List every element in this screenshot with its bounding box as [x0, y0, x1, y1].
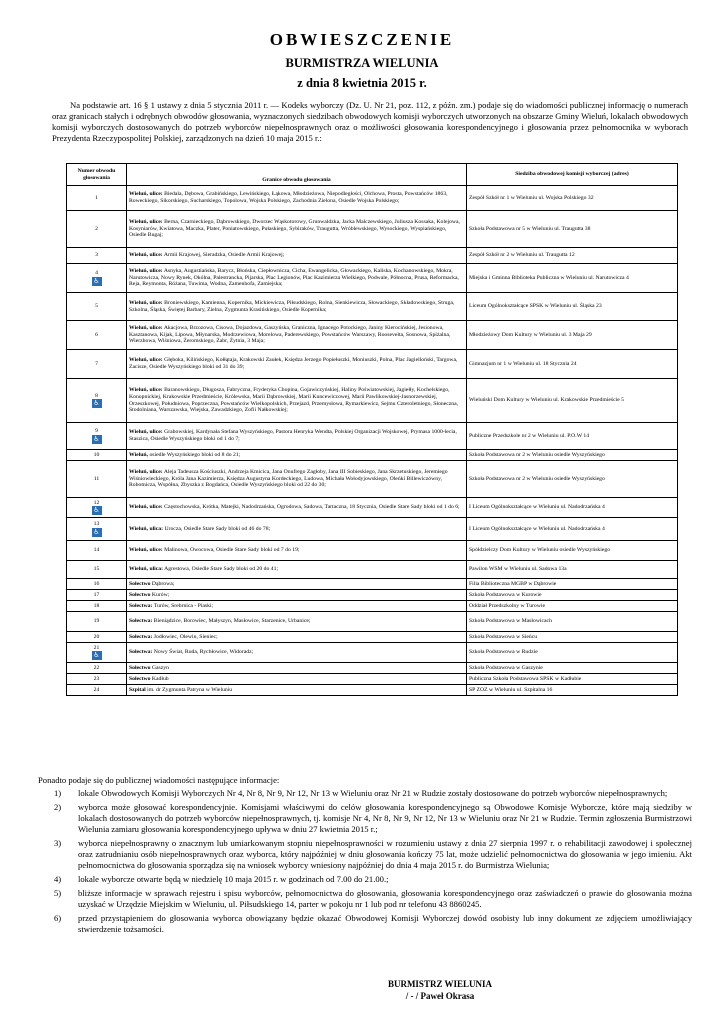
commission-seat	[467, 518, 678, 541]
district-bounds	[127, 450, 467, 461]
bounds-text: Akacjowa, Brzozowa, Cisowa, Dojazdowa, Gaszyńska, Graniczna, Ignacego Potockiego, Janiny Kierocińskiej, Jesionowa, Kasztanowa, Kijak, Lipowa, Młynarska, Modrzewiowa, Morelowa, Paderewskiego, Powstańców Warszawy, Roosevelta, Sosnowa, Spiżalna, Wierzbowa, Wiśniowa, Żeromskiego, Żabr, Żytnia, 3 Maja;	[129, 324, 451, 345]
district-bounds	[127, 663, 467, 674]
table-row	[67, 590, 678, 601]
district-bounds	[127, 561, 467, 579]
bounds-label: Wieluń, ulice:	[129, 299, 163, 306]
bounds-text: Bieniądzice, Borowiec, Małyszyn, Masłowice, Starzenice, Urbanice;	[153, 618, 311, 625]
bounds-text: Baranowskiego, Długosza, Fabryczna, Fryderyka Chopina, Gojawiczyńskiej, Haliny Poświatowskiej, Jagiełły, Kochelskiego, Konopnickiej, Krakowskie Przedmieście, Królewska, Marii Dąbrowskiej, Marii Kuncewiczowej, Marii Pawlikowskiej-Jasnorzewskiej, Orzeszkowej, Południowa, Poprzeczna, Powstańców Wielkopolskich, Przejazd, Przemysłowa, Rymarkiewicz, Sejmu Czteroletniego, Słoneczna, Stodolniana, Warszawska, Wiejska, Zawadzkiego, Zofii Nałkowskiej;	[129, 386, 459, 414]
bounds-label: Sołectwo	[129, 591, 151, 598]
district-number-text: 6	[95, 331, 98, 338]
info-item-text: bliższe informacje w sprawach rejestru i spisu wyborców, pełnomocnictwa do głosowania, głosowania korespondencyjnego oraz zaświadczeń o prawie do głosowania można uzyskać w Urzędzie Miejskim w Wieluniu, ul. Piłsudskiego 14, parter w pokoju nr 1 lub pod nr telefonu 43 8860245.	[78, 888, 692, 909]
table-row	[67, 321, 678, 350]
additional-info	[38, 775, 692, 938]
district-number-text: 23	[93, 675, 100, 682]
table-row	[67, 248, 678, 264]
district-bounds	[127, 579, 467, 590]
district-bounds	[127, 264, 467, 293]
district-number	[67, 590, 127, 601]
table-row	[67, 579, 678, 590]
table-row	[67, 601, 678, 612]
bounds-text: Biedala, Dębowa, Grabińskiego, Lewińskiego, Łąkowa, Młodzieżowa, Niepodległości, Olchowa, Prosta, Powstańców 1863, Roweckiego, Sikorskiego, Sucharskiego, Topolowa, Wojska Polskiego, Zachodnia Zielona, Osiedle Wojska Polskiego;	[129, 191, 448, 204]
seat-text: Szkoła Podstawowa nr 2 w Wieluniu osiedle Wyszyńskiego	[469, 475, 605, 482]
signature-title: BURMISTRZ WIELUNIA	[387, 979, 493, 989]
bounds-text: Urocza, Osiedle Stare Sady bloki od 46 do 78;	[164, 525, 271, 532]
commission-seat	[467, 541, 678, 561]
district-number-text: 16	[93, 580, 100, 587]
bounds-text: Asnyka, Augustiańska, Barycz, Błońska, Ciepłownicza, Cicha, Ewangelicka, Głowackiego, Kaliska, Kochanowskiego, Mokra, Narutowicza, Nowy Rynek, Okólna, Palestrancka, Pijarska, Plac Legionów, Plac Kazimierza Wielkiego, Podwale, Północna, Prusa, Reformacka, Reja, Reymonta, Różana, Tuwima, Wodna, Zamenhofa, Zamiejska;	[129, 267, 459, 288]
info-item	[38, 874, 692, 885]
district-number-text: 3	[95, 252, 98, 259]
district-bounds	[127, 293, 467, 321]
info-list	[38, 788, 692, 935]
bounds-text: im. dr Zygmunta Patryna w Wieluniu	[147, 686, 233, 693]
seat-text: Wieluński Dom Kultury w Wieluniu ul. Krakowskie Przedmieście 5	[469, 397, 625, 404]
district-number	[67, 186, 127, 211]
district-number	[67, 248, 127, 264]
commission-seat	[467, 663, 678, 674]
bounds-text: Berna, Czarnieckiego, Dąbrowskiego, Dworzec Wąskotorowy, Grunwaldzka, Jacka Malczewskiego, Juliusza Kossaka, Kolejowa, Kosyniarów, Kwiatowa, Maczka, Plater, Poniatowskiego, Pułaskiego, Sybiraków, Traugutta, Wróblewskiego, Wysockiego, Wyspiańskiego, Osiedle Bugaj;	[129, 218, 460, 239]
district-number-text: 13	[93, 521, 100, 528]
seat-text: Publiczne Przedszkole nr 2 w Wieluniu ul. P.O.W 14	[469, 432, 590, 439]
bounds-label: Wieluń, ulice:	[129, 504, 163, 511]
table-row	[67, 186, 678, 211]
commission-seat	[467, 248, 678, 264]
district-bounds	[127, 643, 467, 663]
district-bounds	[127, 518, 467, 541]
commission-seat	[467, 321, 678, 350]
district-number	[67, 518, 127, 541]
wheelchair-icon: ♿	[93, 399, 100, 408]
bounds-label: Wieluń, ulica:	[129, 525, 164, 532]
seat-text: Spółdzielczy Dom Kultury w Wieluniu osiedle Wyszyńskiego	[469, 547, 611, 554]
table-row	[67, 663, 678, 674]
district-number-text: 12	[93, 499, 100, 506]
table-row	[67, 461, 678, 498]
district-number-text: 24	[93, 686, 100, 693]
table-row	[67, 211, 678, 248]
district-number	[67, 321, 127, 350]
district-bounds	[127, 590, 467, 601]
seat-text: Szkoła Podstawowa w Kurowie	[469, 591, 542, 598]
district-number	[67, 450, 127, 461]
table-row	[67, 541, 678, 561]
info-item	[38, 788, 692, 799]
district-number-text: 10	[93, 451, 100, 458]
commission-seat	[467, 450, 678, 461]
district-number	[67, 601, 127, 612]
bounds-text: Dąbrowa;	[151, 580, 175, 587]
district-number	[67, 674, 127, 685]
bounds-text: Głęboka, Kilińskiego, Kołłątaja, Krakowski Zaułek, Księdza Jerzego Popiełuszki, Moniuszki, Polna, Plac Jagielloński, Targowa, Zacisze, Osiedle Wyszyńskiego bloki od 31 do 39;	[129, 357, 458, 370]
district-number	[67, 264, 127, 293]
seat-text: I Liceum Ogólnokształcące w Wieluniu ul. Nadodrzańska 4	[469, 504, 605, 511]
info-item	[38, 802, 692, 835]
bounds-label: Wieluń, ulice:	[129, 218, 163, 225]
seat-text: Szkoła Podstawowa w Masłowicach	[469, 618, 552, 625]
bounds-label: Wieluń, ulice:	[129, 357, 163, 364]
commission-seat	[467, 379, 678, 423]
table-header-row	[67, 164, 678, 186]
info-item-number: 3)	[54, 838, 62, 848]
wheelchair-icon: ♿	[93, 651, 100, 660]
commission-seat	[467, 561, 678, 579]
seat-text: I Liceum Ogólnokształcące w Wieluniu ul. Nadodrzańska 4	[469, 525, 605, 532]
district-number	[67, 632, 127, 643]
district-number-text: 18	[93, 602, 100, 609]
district-number-text: 9	[95, 428, 98, 435]
seat-text: SP ZOZ w Wieluniu ul. Szpitalna 16	[469, 686, 553, 693]
district-number-text: 11	[93, 475, 100, 482]
info-item-number: 6)	[54, 913, 62, 923]
district-bounds	[127, 632, 467, 643]
info-item-number: 1)	[54, 788, 62, 798]
info-item-number: 4)	[54, 874, 62, 884]
bounds-label: Wieluń, ulice:	[129, 468, 163, 475]
table-row	[67, 632, 678, 643]
district-number-text: 5	[95, 303, 98, 310]
wheelchair-icon: ♿	[93, 276, 100, 285]
district-bounds	[127, 461, 467, 498]
commission-seat	[467, 186, 678, 211]
bounds-text: Turów, Srebrnica - Piaski;	[153, 602, 214, 609]
bounds-label: Sołectwa:	[129, 649, 153, 656]
district-number	[67, 461, 127, 498]
district-bounds	[127, 685, 467, 696]
seat-text: Szkoła Podstawowa w Rudzie	[469, 649, 538, 656]
wheelchair-icon: ♿	[93, 434, 100, 443]
district-number	[67, 541, 127, 561]
district-number	[67, 498, 127, 518]
bounds-label: Wieluń, ulice:	[129, 547, 163, 554]
district-number	[67, 379, 127, 423]
bounds-text: Malinowa, Owocowa, Osiedle Stare Sady bloki od 7 do 19;	[164, 547, 300, 554]
district-number-text: 17	[93, 591, 100, 598]
commission-seat	[467, 579, 678, 590]
table-row	[67, 498, 678, 518]
seat-text: Zespół Szkół nr 2 w Wieluniu ul. Traugutta 12	[469, 252, 575, 259]
bounds-text: Agrestowa, Osiedle Stare Sady bloki od 20 do 41;	[164, 566, 279, 573]
district-number-text: 15	[93, 566, 100, 573]
commission-seat	[467, 264, 678, 293]
bounds-text: Grabowskiej, Kardynała Stefana Wyszyńskiego, Pastora Henryka Wendta, Polskiej Organizacji Wojskowej, Prymasa 1000-lecia, Staszica, Osiedle Wyszyńskiego bloki od 1 do 7;	[129, 429, 457, 442]
table-row	[67, 350, 678, 379]
district-number-text: 1	[95, 194, 98, 201]
signature-name: / - / Paweł Okrasa	[405, 991, 475, 1001]
bounds-label: Sołectwa:	[129, 633, 153, 640]
bounds-label: Wieluń, ulice:	[129, 252, 163, 259]
table-row	[67, 293, 678, 321]
district-bounds	[127, 423, 467, 450]
seat-text: Miejska i Gminna Biblioteka Publiczna w Wieluniu ul. Narutowicza 4	[469, 274, 629, 281]
bounds-text: Armii Krajowej, Sieradzka, Osiedle Armii Krajowej;	[163, 252, 285, 259]
info-item-number: 2)	[54, 802, 62, 812]
districts-table	[66, 163, 678, 696]
info-item-text: wyborca może głosować korespondencyjnie. Komisjami właściwymi do celów głosowania korespondencyjnego są Obwodowe Komisje Wyborcze, które mają siedziby w lokalach dostosowanych do potrzeb wyborców niepełnosprawnych, tj. komisje Nr 4, Nr 8, Nr 9, Nr 12, Nr 13 w Wieluniu oraz Nr 21 w Rudzie. Termin zgłoszenia Burmistrzowi Wielunia zamiaru głosowania korespondencyjnego upływa w dniu 27 kwietnia 2015 r.;	[78, 802, 692, 834]
district-number-text: 14	[93, 547, 100, 554]
info-item-text: lokale wyborcze otwarte będą w niedzielę 10 maja 2015 r. w godzinach od 7.00 do 21.00.;	[78, 874, 389, 884]
district-number	[67, 423, 127, 450]
commission-seat	[467, 498, 678, 518]
bounds-label: Sołectwo	[129, 664, 151, 671]
commission-seat	[467, 632, 678, 643]
district-number-text: 21	[93, 644, 100, 651]
commission-seat	[467, 685, 678, 696]
district-bounds	[127, 321, 467, 350]
seat-text: Zespół Szkół nr 1 w Wieluniu ul. Wojska Polskiego 32	[469, 194, 594, 201]
bounds-text: Częstochowska, Krótka, Matejki, Nadodrzańska, Ogrodowa, Sadowa, Tartaczna, 18 Stycznia, Osiedle Stare Sady bloki od 1 do 6;	[164, 504, 460, 511]
commission-seat	[467, 590, 678, 601]
district-number	[67, 643, 127, 663]
district-bounds	[127, 211, 467, 248]
table-row	[67, 450, 678, 461]
bounds-label: Wieluń,	[129, 451, 149, 458]
district-number	[67, 685, 127, 696]
seat-text: Pawilon WSM w Wieluniu ul. Sadowa 13a	[469, 566, 567, 573]
table-row	[67, 379, 678, 423]
district-number-text: 20	[93, 633, 100, 640]
header-num: Numer obwodu głosowania	[67, 164, 127, 186]
seat-text: Publiczna Szkoła Podstawowa SPSK w Kadłubie	[469, 675, 582, 682]
table-row	[67, 561, 678, 579]
district-number	[67, 293, 127, 321]
bounds-label: Sołectwa:	[129, 618, 153, 625]
seat-text: Filia Biblioteczna MGBP w Dąbrowie	[469, 580, 557, 587]
info-item-text: przed przystąpieniem do głosowania wyborca obowiązany będzie okazać Obwodowej Komisji Wyborczej dowód osobisty lub inny dokument ze zdjęciem umożliwiający stwierdzenie tożsamości.	[78, 913, 692, 934]
header-seat: Siedziba obwodowej komisji wyborczej (adres)	[467, 164, 678, 186]
seat-text: Liceum Ogólnokształcące SPSK w Wieluniu ul. Śląska 23	[469, 303, 602, 310]
bounds-text: osiedle Wyszyńskiego bloki od 8 do 21;	[149, 451, 241, 458]
table-row	[67, 423, 678, 450]
seat-text: Oddział Przedszkolny w Turowie	[469, 602, 545, 609]
district-bounds	[127, 601, 467, 612]
bounds-text: Nowy Świat, Ruda, Rychłowice, Widoradz;	[153, 649, 254, 656]
district-number-text: 22	[93, 664, 100, 671]
bounds-label: Szpital	[129, 686, 146, 693]
info-item-text: lokale Obwodowych Komisji Wyborczych Nr 4, Nr 8, Nr 9, Nr 12, Nr 13 w Wieluniu oraz Nr 21 w Rudzie zostały dostosowane do potrzeb wyborców niepełnosprawnych;	[78, 788, 668, 798]
district-number-text: 4	[95, 270, 98, 277]
district-number	[67, 350, 127, 379]
bounds-text: Gaszyn	[151, 664, 169, 671]
table-row	[67, 612, 678, 632]
info-item	[38, 838, 692, 871]
district-number	[67, 561, 127, 579]
signature-block	[350, 978, 530, 1002]
district-number	[67, 579, 127, 590]
commission-seat	[467, 423, 678, 450]
info-item-number: 5)	[54, 888, 62, 898]
district-bounds	[127, 612, 467, 632]
district-number-text: 8	[95, 392, 98, 399]
bounds-label: Wieluń, ulice:	[129, 429, 163, 436]
bounds-label: Sołectwo	[129, 675, 151, 682]
district-bounds	[127, 379, 467, 423]
district-bounds	[127, 350, 467, 379]
seat-text: Szkoła Podstawowa nr 5 w Wieluniu ul. Traugutta 38	[469, 225, 591, 232]
district-bounds	[127, 674, 467, 685]
info-item	[38, 888, 692, 910]
commission-seat	[467, 461, 678, 498]
info-item-text: wyborca niepełnosprawny o znacznym lub umiarkowanym stopniu niepełnosprawności w rozumieniu ustawy z dnia 27 sierpnia 1997 r. o rehabilitacji zawodowej i społecznej oraz zatrudnianiu osób niepełnosprawnych oraz wyborca, który najpóźniej w dniu głosowania kończy 75 lat, może udzielić pełnomocnictwa do głosowania w jego imieniu. Akt pełnomocnictwa do głosowania sporządza się na wniosek wyborcy wniesiony najpóźniej do dnia 4 maja 2015 r. do Burmistrza Wielunia;	[78, 838, 692, 870]
bounds-text: Kurów;	[151, 591, 170, 598]
info-lead: Ponadto podaje się do publicznej wiadomości następujące informacje:	[38, 775, 280, 785]
bounds-text: Aleja Tadeusza Kościuszki, Andrzeja Kmicica, Jana Onufrego Zagłoby, Jana III Sobieskiego, Jana Skrzetuskiego, Jeremiego Wiśniowieckiego, Króla Jana Kazimierza, Księdza Augustyna Kordeckiego, Ludowa, Michała Wołodyjowskiego, Oleńki Billewiczówny, Robotnicza, Współna, Zbyszka z Bogdańca, Osiedle Wyszyńskiego bloki od 22 do 30;	[129, 468, 448, 489]
commission-seat	[467, 350, 678, 379]
commission-seat	[467, 612, 678, 632]
table-row	[67, 674, 678, 685]
commission-seat	[467, 674, 678, 685]
bounds-label: Sołectwo	[129, 580, 151, 587]
district-number-text: 19	[93, 618, 100, 625]
document-title: OBWIESZCZENIE	[269, 30, 455, 49]
district-bounds	[127, 541, 467, 561]
document-subtitle: BURMISTRZA WIELUNIA	[285, 56, 439, 70]
intro-paragraph: Na podstawie art. 16 § 1 ustawy z dnia 5 stycznia 2011 r. — Kodeks wyborczy (Dz. U. Nr 21, poz. 112, z późn. zm.) podaje się do wiadomości publicznej informację o numerach oraz granicach stałych i odrębnych obwodów głosowania, wyznaczonych siedzibach obwodowych komisji wyborczych utworzonych na obszarze Gminy Wieluń, lokalach obwodowych komisji wyborczych dostosowanych do potrzeb wyborców niepełnosprawnych oraz o możliwości głosowania korespondencyjnego i głosowania przez pełnomocnika w wyborach Prezydenta Rzeczypospolitej Polskiej, zarządzonych na dzień 10 maja 2015 r.:	[52, 100, 688, 143]
bounds-label: Wieluń, ulice:	[129, 386, 163, 393]
bounds-text: Broniewskiego, Kamienna, Kopernika, Mickiewicza, Piłsudskiego, Rolna, Sienkiewicza, Słowackiego, Składowskiego, Struga, Szkolna, Śląska, Świętej Barbary, Zielna, Zygmunta Krasińskiego, Osiedle Kopernika;	[129, 299, 455, 313]
district-number	[67, 612, 127, 632]
document-date: z dnia 8 kwietnia 2015 r.	[297, 76, 427, 90]
table-row	[67, 264, 678, 293]
wheelchair-icon: ♿	[93, 527, 100, 536]
seat-text: Szkoła Podstawowa nr 2 w Wieluniu osiedle Wyszyńskiego	[469, 451, 605, 458]
seat-text: Młodzieżowy Dom Kultury w Wieluniu ul. 3 Maja 29	[469, 331, 592, 338]
district-bounds	[127, 248, 467, 264]
district-bounds	[127, 498, 467, 518]
bounds-label: Wieluń, ulice:	[129, 324, 163, 331]
bounds-label: Sołectwa:	[129, 602, 153, 609]
district-number-text: 2	[95, 225, 98, 232]
district-number-text: 7	[95, 360, 98, 367]
wheelchair-icon: ♿	[93, 506, 100, 515]
district-number	[67, 663, 127, 674]
bounds-label: Wieluń, ulice:	[129, 267, 163, 274]
commission-seat	[467, 211, 678, 248]
district-bounds	[127, 186, 467, 211]
commission-seat	[467, 293, 678, 321]
header-bounds: Granice obwodu głosowania	[127, 164, 467, 186]
district-number	[67, 211, 127, 248]
table-row	[67, 643, 678, 663]
table-row	[67, 518, 678, 541]
table-row	[67, 685, 678, 696]
commission-seat	[467, 643, 678, 663]
seat-text: Szkoła Podstawowa w Sieńcu	[469, 633, 538, 640]
info-item	[38, 913, 692, 935]
bounds-label: Wieluń, ulice:	[129, 191, 163, 198]
bounds-label: Wieluń, ulica:	[129, 566, 164, 573]
seat-text: Szkoła Podstawowa w Gaszynie	[469, 664, 543, 671]
bounds-text: Jodłowiec, Olewin, Sieniec;	[153, 633, 218, 640]
commission-seat	[467, 601, 678, 612]
seat-text: Gimnazjum nr 1 w Wieluniu ul. 18 Stycznia 24	[469, 360, 577, 367]
bounds-text: Kadłub	[151, 675, 169, 682]
